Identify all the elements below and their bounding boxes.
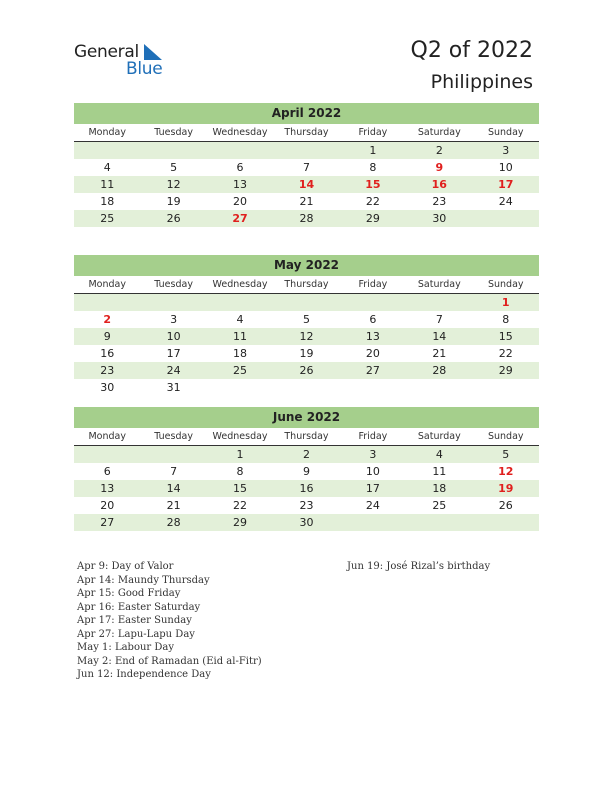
weekday-label: Wednesday (212, 279, 268, 290)
day-cell: 28 (166, 516, 181, 529)
holiday-entry: Apr 9: Day of Valor (77, 561, 174, 572)
day-cell: 2 (435, 144, 443, 157)
weekday-label: Thursday (284, 127, 329, 138)
day-cell: 13 (100, 482, 115, 495)
day-cell: 27 (365, 364, 380, 377)
holiday-entry: Jun 12: Independence Day (77, 669, 211, 680)
day-cell: 14 (166, 482, 181, 495)
day-cell: 3 (502, 144, 510, 157)
day-cell: 20 (233, 195, 248, 208)
holiday-day-cell: 15 (365, 178, 381, 191)
day-cell: 4 (435, 448, 443, 461)
week-row (74, 345, 539, 362)
week-row (74, 514, 539, 531)
holiday-entry: May 1: Labour Day (77, 642, 174, 653)
day-cell: 8 (369, 161, 377, 174)
logo-triangle-icon (142, 44, 164, 60)
day-cell: 5 (170, 161, 178, 174)
holiday-list-left (77, 560, 262, 682)
day-cell: 23 (299, 499, 314, 512)
day-cell: 8 (502, 313, 510, 326)
day-cell (473, 379, 539, 396)
day-cell: 7 (435, 313, 443, 326)
holiday-entry: May 2: End of Ramadan (Eid al-Fitr) (77, 655, 262, 667)
day-cell: 21 (299, 195, 314, 208)
day-cell (74, 294, 140, 311)
weekday-header-row (74, 278, 539, 294)
week-row (74, 446, 539, 463)
page-title: Q2 of 2022 (410, 38, 533, 63)
day-cell: 20 (100, 499, 115, 512)
logo-word-general: General (74, 42, 139, 62)
day-cell: 3 (170, 313, 178, 326)
day-cell (340, 379, 406, 396)
day-cell: 5 (502, 448, 510, 461)
day-cell: 25 (233, 364, 248, 377)
day-cell: 11 (432, 465, 447, 478)
day-cell: 28 (299, 212, 314, 225)
day-cell: 4 (103, 161, 111, 174)
day-cell: 22 (498, 347, 513, 360)
day-cell: 29 (365, 212, 380, 225)
day-cell: 12 (166, 178, 181, 191)
day-cell: 20 (365, 347, 380, 360)
holiday-day-cell: 2 (103, 313, 112, 326)
weekday-label: Friday (358, 431, 388, 442)
weekday-label: Thursday (284, 431, 329, 442)
holiday-day-cell: 9 (435, 161, 444, 174)
day-cell: 6 (369, 313, 377, 326)
weekday-label: Friday (358, 279, 388, 290)
day-cell: 24 (498, 195, 513, 208)
day-cell (406, 514, 472, 531)
month-title: April 2022 (74, 103, 539, 124)
weekday-label: Monday (88, 279, 126, 290)
week-row (74, 142, 539, 159)
day-cell: 30 (100, 381, 115, 394)
weekday-label: Sunday (487, 127, 524, 138)
day-cell: 25 (432, 499, 447, 512)
day-cell: 2 (302, 448, 310, 461)
holiday-entry: Apr 27: Lapu-Lapu Day (77, 628, 195, 640)
month-calendar (74, 407, 539, 531)
day-cell (140, 142, 206, 159)
week-row (74, 463, 539, 480)
day-cell (207, 142, 273, 159)
month-calendar (74, 255, 539, 396)
holiday-day-cell: 1 (501, 296, 510, 309)
day-cell: 9 (103, 330, 111, 343)
day-cell: 19 (299, 347, 314, 360)
day-cell: 24 (166, 364, 181, 377)
day-cell (273, 142, 339, 159)
day-cell: 3 (369, 448, 377, 461)
weekday-label: Saturday (417, 279, 461, 290)
weekday-header-row (74, 430, 539, 446)
day-cell: 10 (166, 330, 181, 343)
day-cell: 29 (233, 516, 248, 529)
day-cell: 16 (299, 482, 314, 495)
day-cell: 27 (100, 516, 115, 529)
month-title: June 2022 (74, 407, 539, 428)
weekday-label: Monday (88, 431, 126, 442)
day-cell: 15 (498, 330, 513, 343)
day-cell (473, 514, 539, 531)
weekday-label: Wednesday (212, 127, 268, 138)
day-cell (273, 379, 339, 396)
day-cell: 26 (166, 212, 181, 225)
day-cell: 10 (365, 465, 380, 478)
month-calendar (74, 103, 539, 227)
day-cell: 29 (498, 364, 513, 377)
week-row (74, 480, 539, 497)
day-cell: 1 (369, 144, 377, 157)
day-cell: 22 (233, 499, 248, 512)
day-cell: 4 (236, 313, 244, 326)
week-row (74, 210, 539, 227)
holiday-entry: Apr 16: Easter Saturday (77, 601, 201, 613)
day-cell: 24 (365, 499, 380, 512)
holiday-entry: Apr 15: Good Friday (77, 588, 181, 599)
week-row (74, 362, 539, 379)
day-cell: 11 (233, 330, 248, 343)
holiday-day-cell: 16 (431, 178, 447, 191)
weekday-header-row (74, 126, 539, 142)
logo-word-blue: Blue (126, 59, 163, 79)
weekday-label: Monday (88, 127, 126, 138)
weekday-label: Saturday (417, 431, 461, 442)
day-cell: 19 (166, 195, 181, 208)
day-cell: 13 (365, 330, 380, 343)
week-row (74, 294, 539, 311)
day-cell (140, 294, 206, 311)
day-cell: 7 (170, 465, 178, 478)
week-row (74, 311, 539, 328)
month-title: May 2022 (74, 255, 539, 276)
day-cell: 6 (236, 161, 244, 174)
weekday-label: Tuesday (154, 279, 193, 290)
day-cell: 30 (299, 516, 314, 529)
day-cell: 14 (432, 330, 447, 343)
day-cell: 5 (302, 313, 310, 326)
day-cell: 8 (236, 465, 244, 478)
day-cell: 6 (103, 465, 111, 478)
day-cell: 10 (498, 161, 513, 174)
weekday-label: Tuesday (154, 431, 193, 442)
day-cell: 30 (432, 212, 447, 225)
logo (74, 42, 174, 78)
week-row (74, 176, 539, 193)
week-row (74, 379, 539, 396)
holiday-day-cell: 19 (498, 482, 514, 495)
day-cell (406, 379, 472, 396)
day-cell: 21 (432, 347, 447, 360)
day-cell: 18 (100, 195, 115, 208)
weekday-label: Wednesday (212, 431, 268, 442)
day-cell: 26 (498, 499, 513, 512)
day-cell: 7 (302, 161, 310, 174)
holiday-entry: Apr 14: Maundy Thursday (77, 574, 210, 586)
day-cell: 31 (166, 381, 181, 394)
day-cell: 18 (432, 482, 447, 495)
week-row (74, 328, 539, 345)
day-cell: 23 (100, 364, 115, 377)
holiday-entry: Jun 19: José Rizal’s birthday (347, 561, 491, 572)
day-cell (340, 514, 406, 531)
day-cell (140, 446, 206, 463)
weekday-label: Sunday (487, 431, 524, 442)
day-cell (473, 210, 539, 227)
day-cell: 11 (100, 178, 115, 191)
day-cell (273, 294, 339, 311)
day-cell: 23 (432, 195, 447, 208)
holiday-day-cell: 27 (232, 212, 248, 225)
day-cell (74, 142, 140, 159)
day-cell: 22 (365, 195, 380, 208)
day-cell: 28 (432, 364, 447, 377)
day-cell: 26 (299, 364, 314, 377)
day-cell: 17 (365, 482, 380, 495)
weekday-label: Thursday (284, 279, 329, 290)
day-cell: 21 (166, 499, 181, 512)
day-cell: 15 (233, 482, 248, 495)
day-cell (74, 446, 140, 463)
day-cell (340, 294, 406, 311)
week-row (74, 497, 539, 514)
week-row (74, 159, 539, 176)
day-cell (406, 294, 472, 311)
country-name: Philippines (430, 71, 533, 93)
day-cell: 13 (233, 178, 248, 191)
weekday-label: Tuesday (154, 127, 193, 138)
weekday-label: Sunday (487, 279, 524, 290)
day-cell: 25 (100, 212, 115, 225)
day-cell: 12 (299, 330, 314, 343)
holiday-list-right (347, 560, 490, 574)
day-cell: 9 (302, 465, 310, 478)
weekday-label: Saturday (417, 127, 461, 138)
week-row (74, 193, 539, 210)
day-cell: 17 (166, 347, 181, 360)
day-cell: 16 (100, 347, 115, 360)
day-cell (207, 294, 273, 311)
holiday-day-cell: 17 (498, 178, 514, 191)
weekday-label: Friday (358, 127, 388, 138)
holiday-entry: Apr 17: Easter Sunday (77, 615, 192, 626)
day-cell: 1 (236, 448, 244, 461)
day-cell (207, 379, 273, 396)
day-cell: 18 (233, 347, 248, 360)
holiday-day-cell: 12 (498, 465, 514, 478)
holiday-day-cell: 14 (298, 178, 315, 191)
